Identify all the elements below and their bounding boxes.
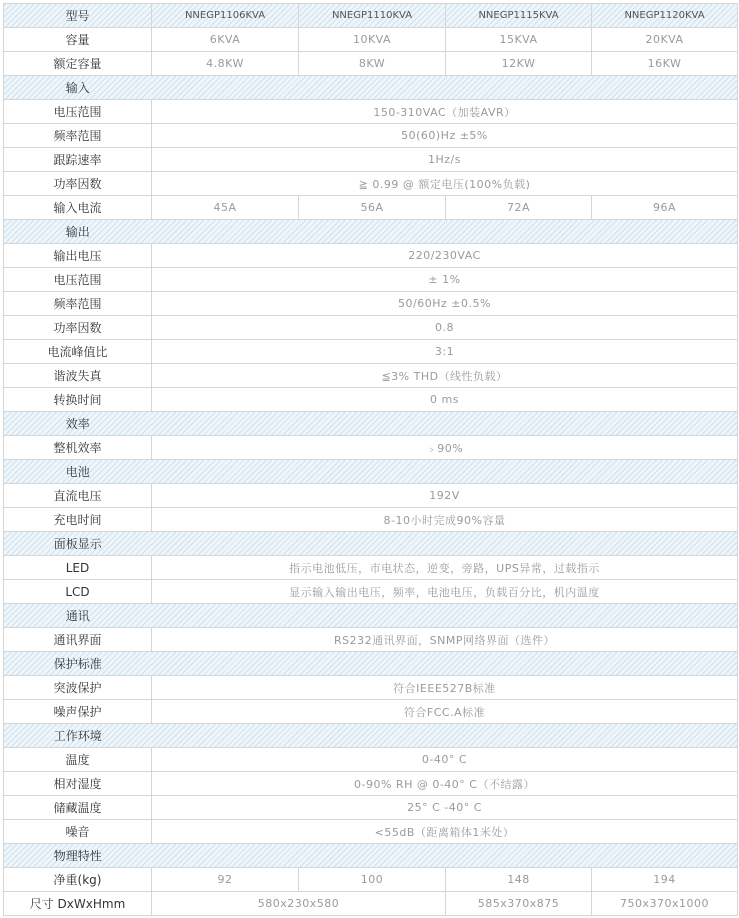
section-fill (152, 652, 738, 676)
cell-value: 6KVA (152, 28, 299, 52)
section-header-input (4, 76, 738, 100)
row-label: 额定容量 (4, 52, 152, 76)
cell-value: 96A (592, 196, 738, 220)
table-row (4, 340, 738, 364)
cell-value: 148 (446, 868, 592, 892)
cell-value: 0.8 (152, 316, 738, 340)
cell-value: ≦3% THD（线性负载） (152, 364, 738, 388)
section-fill (152, 532, 738, 556)
cell-value: 150-310VAC（加装AVR） (152, 100, 738, 124)
section-fill (152, 220, 738, 244)
table-row (4, 196, 738, 220)
table-row (4, 868, 738, 892)
cell-value: 0-40° C (152, 748, 738, 772)
table-row (4, 700, 738, 724)
table-row (4, 124, 738, 148)
row-label: 电流峰值比 (4, 340, 152, 364)
section-header-output (4, 220, 738, 244)
row-label: 相对湿度 (4, 772, 152, 796)
table-row (4, 892, 738, 916)
cell-value: 16KW (592, 52, 738, 76)
cell-value: 100 (299, 868, 446, 892)
row-label: LCD (4, 580, 152, 604)
cell-value: 56A (299, 196, 446, 220)
cell-value: <55dB（距离箱体1米处） (152, 820, 738, 844)
section-header-battery (4, 460, 738, 484)
model-name: NNEGP1110KVA (299, 4, 446, 28)
row-label: 整机效率 (4, 436, 152, 460)
section-header-efficiency (4, 412, 738, 436)
table-row (4, 172, 738, 196)
section-header-environment (4, 724, 738, 748)
row-label: 输入电流 (4, 196, 152, 220)
table-row (4, 580, 738, 604)
cell-value: 4.8KW (152, 52, 299, 76)
cell-value: 194 (592, 868, 738, 892)
row-label: 谐波失真 (4, 364, 152, 388)
cell-value: 12KW (446, 52, 592, 76)
table-row (4, 244, 738, 268)
row-label: 容量 (4, 28, 152, 52)
table-row (4, 820, 738, 844)
row-label: LED (4, 556, 152, 580)
table-row (4, 436, 738, 460)
table-row (4, 484, 738, 508)
row-label: 输出电压 (4, 244, 152, 268)
section-header-panel (4, 532, 738, 556)
row-label: 尺寸 DxWxHmm (4, 892, 152, 916)
row-label: 温度 (4, 748, 152, 772)
section-fill (152, 460, 738, 484)
cell-value: 10KVA (299, 28, 446, 52)
cell-value: 20KVA (592, 28, 738, 52)
table-row (4, 100, 738, 124)
table-row (4, 148, 738, 172)
row-label: 通讯界面 (4, 628, 152, 652)
cell-value: 1Hz/s (152, 148, 738, 172)
cell-value: 750x370x1000 (592, 892, 738, 916)
row-label: 储藏温度 (4, 796, 152, 820)
section-title: 面板显示 (4, 532, 152, 556)
cell-value: 25° C -40° C (152, 796, 738, 820)
section-fill (152, 844, 738, 868)
table-row (4, 676, 738, 700)
table-row (4, 748, 738, 772)
row-label: 直流电压 (4, 484, 152, 508)
row-label: 转换时间 (4, 388, 152, 412)
cell-value: 50(60)Hz ±5% (152, 124, 738, 148)
cell-value: 显示输入输出电压，频率，电池电压，负载百分比，机内温度 (152, 580, 738, 604)
cell-value: 15KVA (446, 28, 592, 52)
section-fill (152, 76, 738, 100)
section-header-comm (4, 604, 738, 628)
section-header-protection (4, 652, 738, 676)
row-label: 净重(kg) (4, 868, 152, 892)
cell-value: 符合FCC.A标准 (152, 700, 738, 724)
table-row (4, 796, 738, 820)
table-header-row (4, 4, 738, 28)
cell-value: 8-10小时完成90%容量 (152, 508, 738, 532)
section-title: 输入 (4, 76, 152, 100)
section-fill (152, 604, 738, 628)
cell-value: ≧ 0.99 @ 额定电压(100%负载) (152, 172, 738, 196)
row-label: 噪音 (4, 820, 152, 844)
cell-value: 3:1 (152, 340, 738, 364)
cell-value: ± 1% (152, 268, 738, 292)
cell-value: 585x370x875 (446, 892, 592, 916)
table-row (4, 268, 738, 292)
model-name: NNEGP1106KVA (152, 4, 299, 28)
cell-value: 92 (152, 868, 299, 892)
table-row (4, 316, 738, 340)
cell-value: 72A (446, 196, 592, 220)
cell-value: 45A (152, 196, 299, 220)
section-title: 物理特性 (4, 844, 152, 868)
cell-value: 50/60Hz ±0.5% (152, 292, 738, 316)
section-title: 电池 (4, 460, 152, 484)
table-row (4, 508, 738, 532)
table-row (4, 52, 738, 76)
row-label-model: 型号 (4, 4, 152, 28)
section-title: 保护标准 (4, 652, 152, 676)
spec-table (3, 3, 738, 916)
table-row (4, 628, 738, 652)
section-fill (152, 412, 738, 436)
cell-value: 192V (152, 484, 738, 508)
row-label: 电压范围 (4, 100, 152, 124)
cell-value: 符合IEEE527B标准 (152, 676, 738, 700)
cell-value: 0-90% RH @ 0-40° C（不结露） (152, 772, 738, 796)
model-name: NNEGP1115KVA (446, 4, 592, 28)
model-name: NNEGP1120KVA (592, 4, 738, 28)
row-label: 频率范围 (4, 124, 152, 148)
cell-value: RS232通讯界面，SNMP网络界面（选件） (152, 628, 738, 652)
table-row (4, 292, 738, 316)
table-row (4, 28, 738, 52)
cell-value: 580x230x580 (152, 892, 446, 916)
row-label: 频率范围 (4, 292, 152, 316)
row-label: 功率因数 (4, 172, 152, 196)
cell-value: 220/230VAC (152, 244, 738, 268)
section-title: 效率 (4, 412, 152, 436)
table-row (4, 364, 738, 388)
cell-value: ﹥90% (152, 436, 738, 460)
row-label: 噪声保护 (4, 700, 152, 724)
section-fill (152, 724, 738, 748)
cell-value: 指示电池低压，市电状态，逆变，旁路，UPS异常，过载指示 (152, 556, 738, 580)
row-label: 电压范围 (4, 268, 152, 292)
row-label: 跟踪速率 (4, 148, 152, 172)
section-title: 工作环境 (4, 724, 152, 748)
section-title: 输出 (4, 220, 152, 244)
table-row (4, 772, 738, 796)
row-label: 充电时间 (4, 508, 152, 532)
cell-value: 8KW (299, 52, 446, 76)
section-header-physical (4, 844, 738, 868)
section-title: 通讯 (4, 604, 152, 628)
cell-value: 0 ms (152, 388, 738, 412)
row-label: 突波保护 (4, 676, 152, 700)
table-row (4, 388, 738, 412)
table-row (4, 556, 738, 580)
row-label: 功率因数 (4, 316, 152, 340)
